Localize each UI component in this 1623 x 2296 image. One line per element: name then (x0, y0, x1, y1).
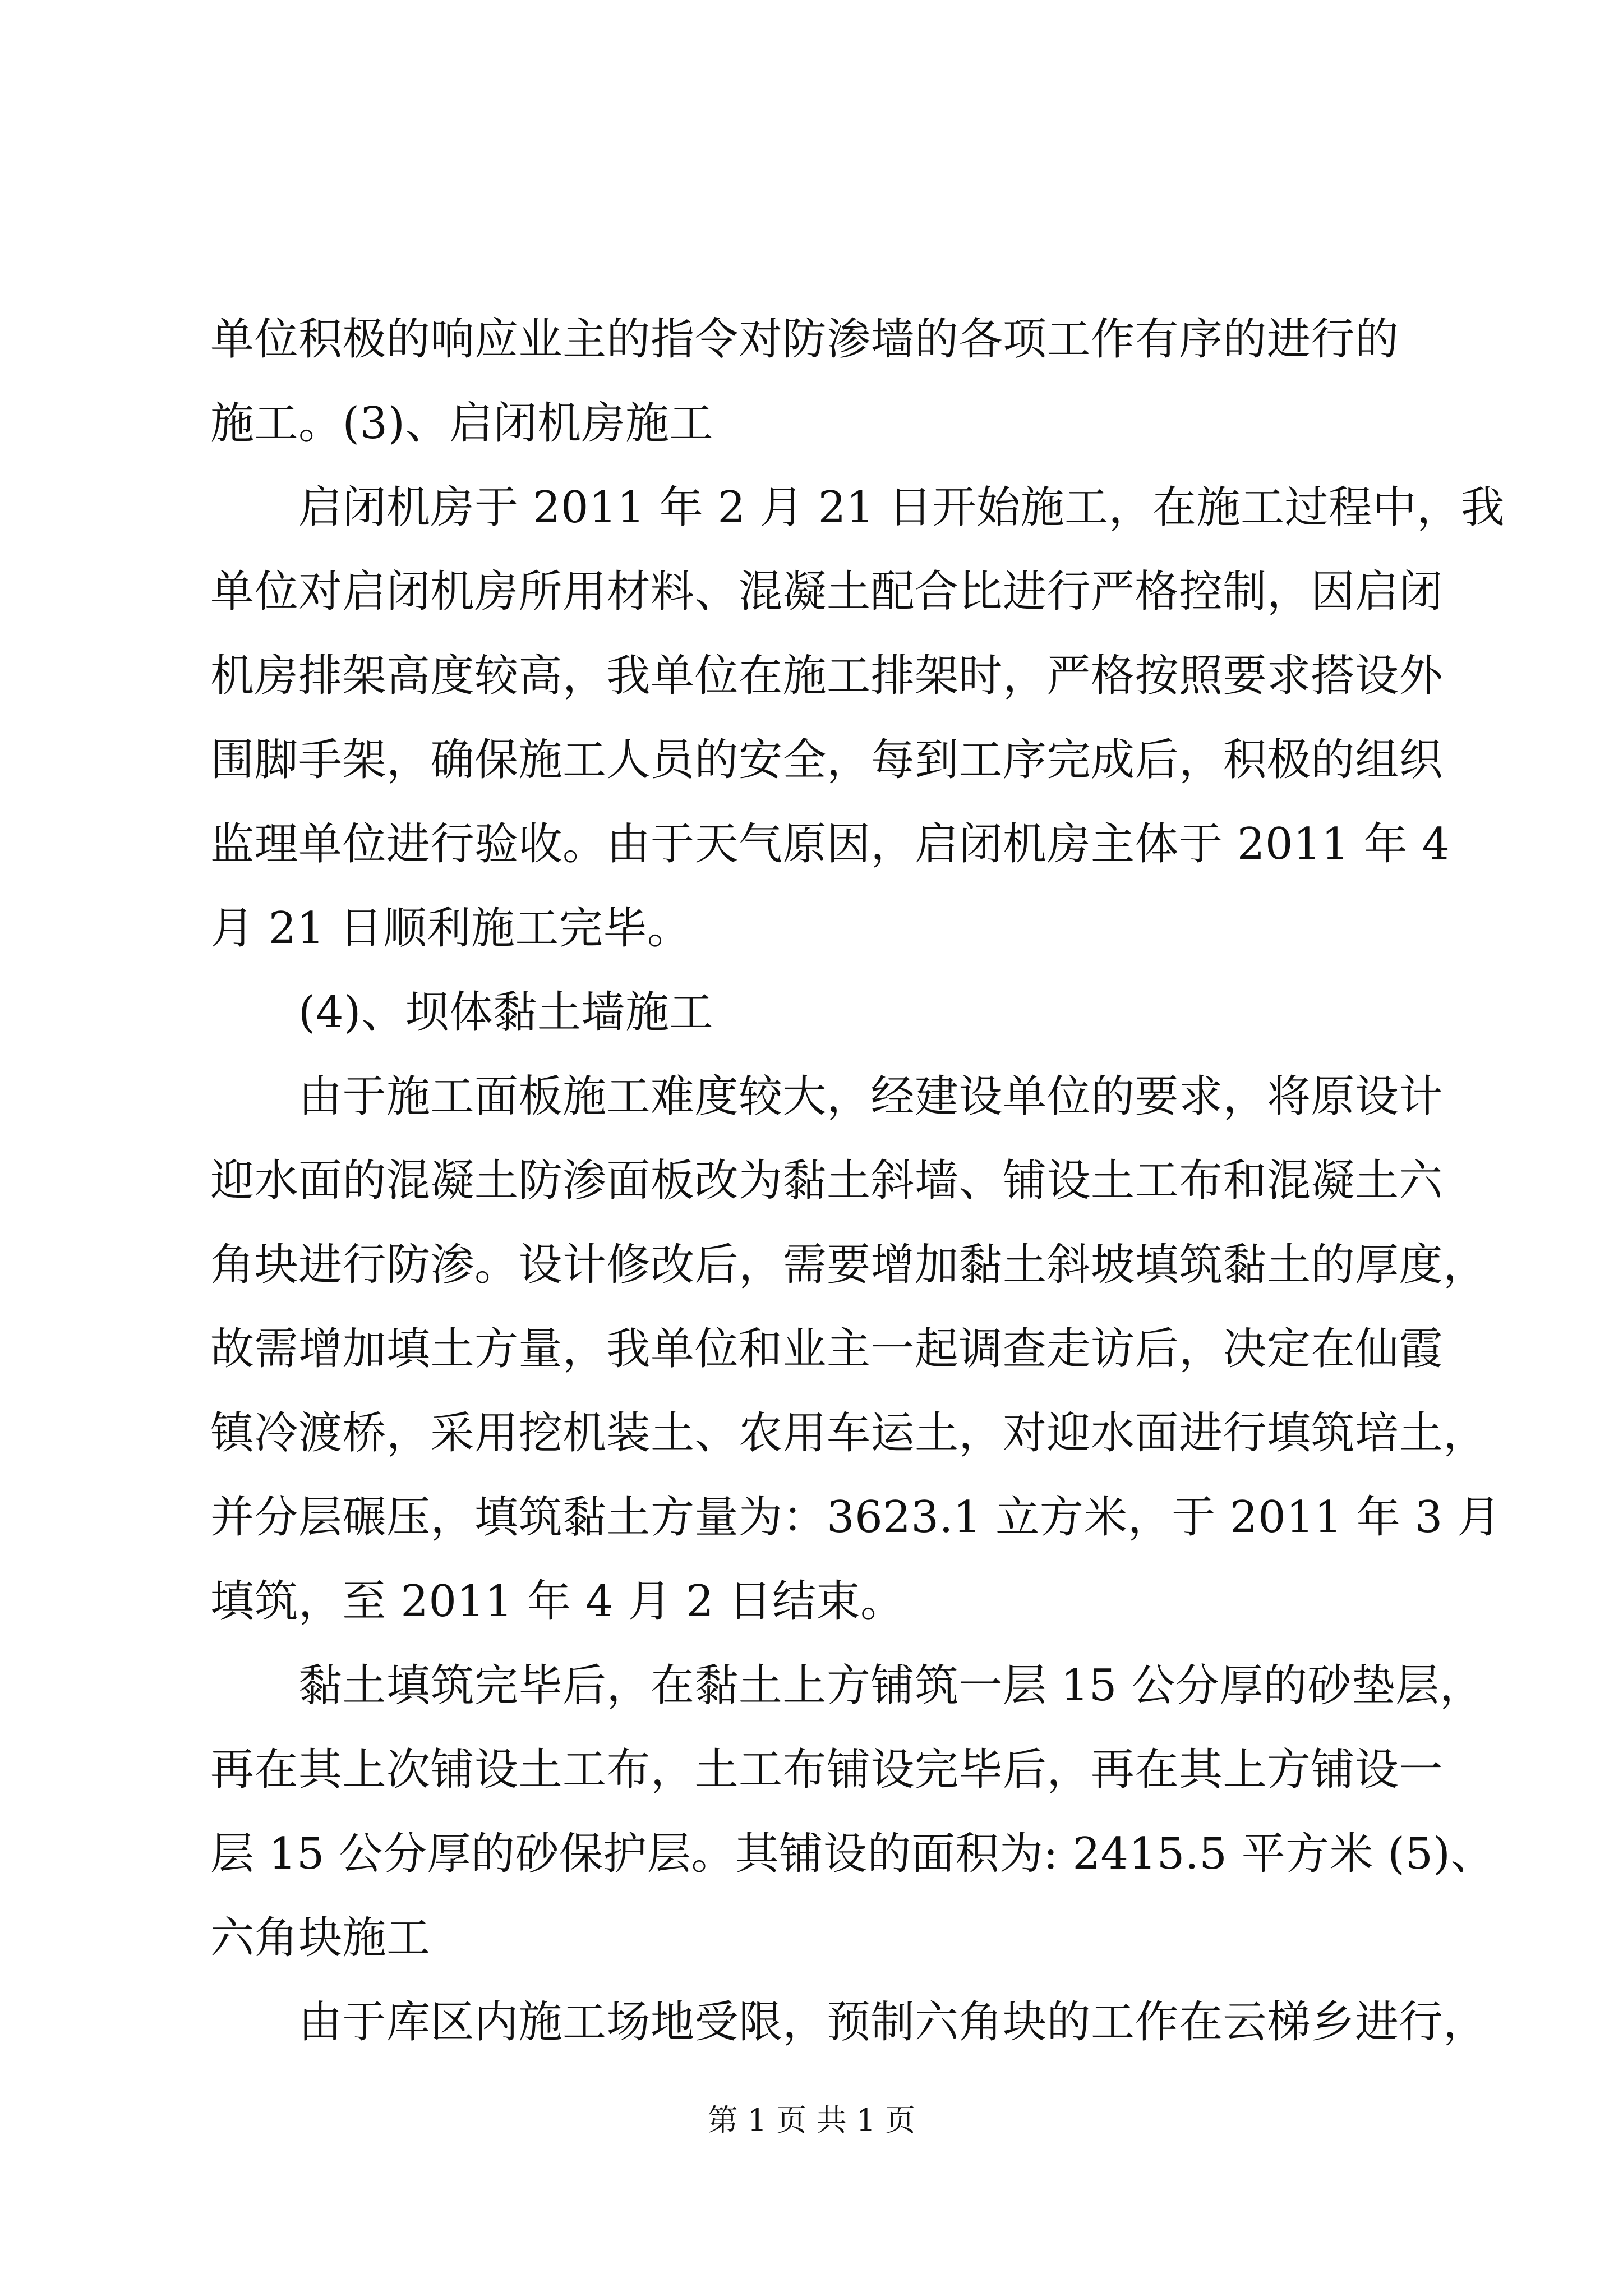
text-line-19: 层 15 公分厚的砂保护层。其铺设的面积为: 2415.5 平方米 (5)、 (210, 1829, 1495, 1879)
page-footer: 第 1 页 共 1 页 (707, 2102, 916, 2138)
text-line-5: 机房排架高度较高，我单位在施工排架时，严格按照要求搭设外 (210, 651, 1444, 701)
text-line-18: 再在其上次铺设土工布，土工布铺设完毕后，再在其上方铺设一 (210, 1745, 1444, 1795)
text-line-15: 并分层碾压，填筑黏土方量为：3623.1 立方米，于 2011 年 3 月 (210, 1492, 1501, 1543)
section-heading-4: (4)、坝体黏土墙施工 (210, 987, 713, 1038)
text-line-11: 迎水面的混凝土防渗面板改为黏土斜墙、铺设土工布和混凝土六 (210, 1156, 1444, 1206)
text-line-2: 施工。(3)、启闭机房施工 (210, 398, 713, 449)
text-line-21: 由于库区内施工场地受限，预制六角块的工作在云梯乡进行， (210, 1997, 1487, 2047)
text-line-3: 启闭机房于 2011 年 2 月 21 日开始施工，在施工过程中，我 (210, 482, 1505, 533)
text-line-8: 月 21 日顺利施工完毕。 (210, 903, 691, 954)
text-line-4: 单位对启闭机房所用材料、混凝土配合比进行严格控制，因启闭 (210, 567, 1444, 617)
text-line-12: 角块进行防渗。设计修改后，需要增加黏土斜坡填筑黏土的厚度， (210, 1240, 1487, 1290)
text-line-20: 六角块施工 (210, 1913, 431, 1963)
text-line-14: 镇冷渡桥，采用挖机装土、农用车运土，对迎水面进行填筑培土， (210, 1408, 1487, 1458)
text-line-6: 围脚手架，确保施工人员的安全，每到工序完成后，积极的组织 (210, 735, 1444, 785)
text-line-13: 故需增加填土方量，我单位和业主一起调查走访后，决定在仙霞 (210, 1324, 1444, 1374)
text-line-16: 填筑，至 2011 年 4 月 2 日结束。 (210, 1576, 905, 1627)
text-line-10: 由于施工面板施工难度较大，经建设单位的要求，将原设计 (210, 1071, 1444, 1122)
text-line-17: 黏土填筑完毕后，在黏土上方铺筑一层 15 公分厚的砂垫层， (210, 1660, 1484, 1711)
text-line-1: 单位积极的响应业主的指令对防渗墙的各项工作有序的进行的 (210, 314, 1399, 365)
text-line-7: 监理单位进行验收。由于天气原因，启闭机房主体于 2011 年 4 (210, 819, 1450, 869)
